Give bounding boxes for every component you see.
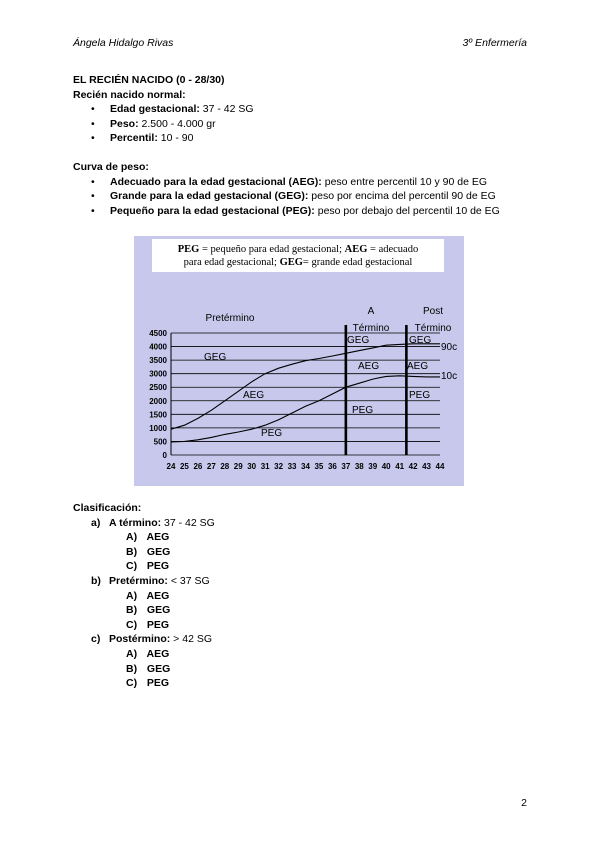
page-number: 2 [521,797,527,809]
y-tick-label: 2500 [149,383,167,393]
list-item [73,175,533,190]
x-tick-label: 38 [354,462,364,471]
weight-curve-figure [134,236,464,486]
y-tick-label: 4500 [149,329,167,338]
curve-label-90c: 90c [441,342,458,353]
group-value: 37 - 42 SG [161,516,215,529]
x-tick-label: 42 [408,462,418,471]
x-tick-label: 24 [166,462,176,471]
group-letter: a) [91,516,101,529]
class-sub-item: A) AEG [126,531,170,544]
zone-geg-term: GEG [347,335,370,346]
item-label: Peso: [110,117,139,130]
zone-peg-post: PEG [409,390,431,401]
x-tick-label: 31 [260,462,270,471]
zone-aeg-preterm: AEG [243,390,265,401]
class-sub-item: C) PEG [126,618,170,631]
y-tick-label: 4000 [149,342,167,352]
group-label: Pretérmino: [109,574,168,587]
x-tick-label: 34 [301,462,310,471]
x-tick-label: 28 [220,462,230,471]
class-sub-item: C) PEG [126,677,170,690]
class-sub-item: B) GEG [126,662,171,675]
header-author: Ángela Hidalgo Rivas [73,37,174,49]
list-item [73,117,533,132]
normal-heading: Recién nacido normal: [73,88,186,101]
curve-heading: Curva de peso: [73,160,149,173]
zone-aeg-term: AEG [358,361,380,372]
zone-peg-preterm: PEG [261,428,283,439]
classification-heading: Clasificación: [73,502,142,514]
class-group-b [73,574,215,589]
item-value: 37 - 42 SG [199,103,254,116]
x-tick-label: 40 [381,462,391,471]
x-tick-label: 35 [314,462,324,471]
y-tick-label: 3500 [149,356,167,366]
y-tick-label: 3000 [149,369,167,379]
x-tick-label: 32 [274,462,284,471]
class-sub-item: B) GEG [126,545,171,558]
class-sub-item: C) PEG [126,560,170,573]
y-tick-label: 1500 [149,410,167,420]
item-label: Adecuado para la edad gestacional (AEG): [110,175,322,188]
header-course: 3º Enfermería [462,37,527,49]
group-value: < 37 SG [167,574,210,587]
x-tick-label: 41 [395,462,405,471]
caption-line-1: PEG = pequeño para edad gestacional; AEG = adecuado [177,244,419,255]
x-tick-label: 39 [368,462,378,471]
item-label: Edad gestacional: [110,103,200,116]
x-tick-label: 29 [233,462,243,471]
region-label-post: Post [422,306,444,317]
group-label: A término: [109,516,162,529]
group-letter: b) [91,574,101,587]
region-label-termino: Término [352,323,390,334]
x-tick-label: 27 [206,462,216,471]
y-tick-label: 0 [162,451,167,460]
zone-aeg-post: AEG [407,361,429,372]
item-value: 10 - 90 [157,132,194,145]
normal-list [73,102,533,146]
zone-geg-post: GEG [409,335,432,346]
item-value: 2.500 - 4.000 gr [138,117,216,130]
list-item [73,131,533,146]
group-label: Postérmino: [109,633,171,646]
y-tick-label: 2000 [149,396,167,406]
curve-label-10c: 10c [441,371,458,382]
class-sub-item: A) AEG [126,589,170,602]
list-item [73,204,533,219]
caption-line-2: para edad gestacional; GEG= grande edad gestacional [183,257,413,268]
region-label-a: A [367,306,375,317]
classification-section [73,501,215,691]
item-label: Grande para la edad gestacional (GEG): [110,190,309,203]
main-content [73,73,533,218]
region-label-pretermino: Pretérmino [205,313,255,324]
region-label-post-termino: Término [414,323,452,334]
page-title: EL RECIÉN NACIDO (0 - 28/30) [73,74,225,86]
item-label: Pequeño para la edad gestacional (PEG): [110,204,315,217]
item-value: peso entre percentil 10 y 90 de EG [321,175,487,188]
group-value: > 42 SG [170,633,212,646]
item-value: peso por debajo del percentil 10 de EG [314,204,500,217]
zone-geg-preterm: GEG [204,352,227,363]
x-tick-label: 26 [193,462,203,471]
class-sub-item: A) AEG [126,647,170,660]
x-tick-label: 44 [435,462,445,471]
list-item [73,102,533,117]
class-group-c [73,632,215,647]
x-tick-label: 36 [327,462,337,471]
class-group-a [73,516,215,531]
x-tick-label: 25 [179,462,189,471]
y-tick-label: 500 [153,437,167,447]
x-tick-label: 37 [341,462,351,471]
x-tick-label: 30 [247,462,257,471]
item-value: peso por encima del percentil 90 de EG [308,190,496,203]
class-sub-item: B) GEG [126,604,171,617]
zone-peg-term: PEG [352,405,374,416]
group-letter: c) [91,633,101,646]
x-tick-label: 43 [422,462,432,471]
curve-list [73,175,533,219]
list-item [73,189,533,204]
x-tick-label: 33 [287,462,297,471]
y-tick-label: 1000 [149,423,167,433]
item-label: Percentil: [110,132,158,145]
